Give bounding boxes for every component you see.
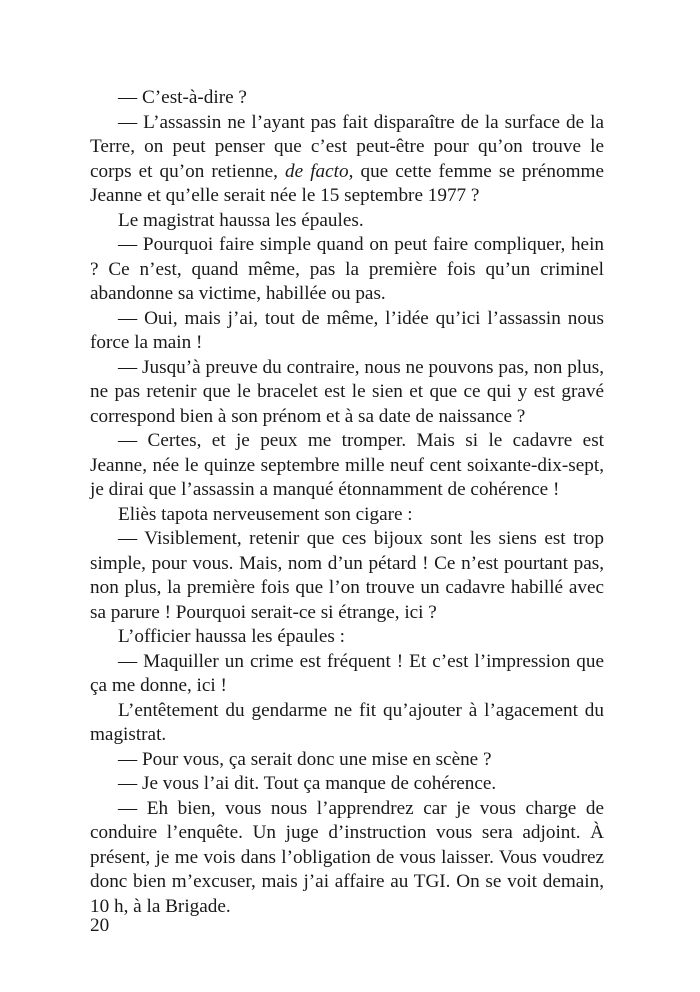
paragraph: — Visiblement, retenir que ces bijoux sont les siens est trop simple, pour vous. Mais, nom d’un pétard ! Ce n’est pourtant pas, non plus, la première fois que l’on trouve un cadavre habillé avec sa parure ! Pourquoi serait-ce si étrange, ici ? [90,528,604,623]
paragraph: — Pourquoi faire simple quand on peut faire compliquer, hein ? Ce n’est, quand même, pas la première fois qu’un criminel abandonne sa victime, habillée ou pas. [90,234,604,304]
page-number: 20 [90,915,110,936]
paragraph: L’officier haussa les épaules : [118,626,345,647]
paragraph: — Jusqu’à preuve du contraire, nous ne pouvons pas, non plus, ne pas retenir que le bracelet est le sien et que ce qui y est gravé correspond bien à son prénom et à sa date de naissance ? [90,356,604,427]
paragraph: — Pour vous, ça serait donc une mise en scène ? [118,748,492,770]
paragraph: — Eh bien, vous nous l’apprendrez car je vous charge de conduire l’enquête. Un juge d’instruction vous sera adjoint. À présent, je me vois dans l’obligation de vous laisser. Vous voudrez donc bien m’excuser, mais j’ai affaire au TGI. On se voit demain, 10 h, à la Brigade. [90,797,604,917]
paragraph-text: , que cette femme se prénomme Jeanne et qu’elle serait née le 15 septembre 1977 ? [90,160,604,206]
paragraph [90,111,604,209]
paragraph: L’entêtement du gendarme ne fit qu’ajouter à l’agacement du magistrat. [90,699,604,745]
paragraph: Eliès tapota nerveusement son cigare : [118,503,413,525]
paragraph: — Oui, mais j’ai, tout de même, l’idée qu’ici l’assassin nous force la main ! [90,307,604,353]
paragraph: — Je vous l’ai dit. Tout ça manque de cohérence. [118,773,497,794]
paragraph-text: — L’assassin ne l’ayant pas fait disparaître de la surface de la Terre, on peut penser que c’est peut-être pour qu’on trouve le corps et qu’on retienne, [90,111,604,182]
paragraph: Le magistrat haussa les épaules. [118,209,364,231]
italic-phrase: de facto [285,160,349,182]
paragraph: — Maquiller un crime est fréquent ! Et c’est l’impression que ça me donne, ici ! [90,650,604,696]
paragraph: — C’est-à-dire ? [118,87,247,108]
paragraph: — Certes, et je peux me tromper. Mais si le cadavre est Jeanne, née le quinze septembre mille neuf cent soixante-dix-sept, je dirai que l’assassin a manqué étonnamment de cohérence ! [90,430,604,500]
body-text [90,86,604,919]
